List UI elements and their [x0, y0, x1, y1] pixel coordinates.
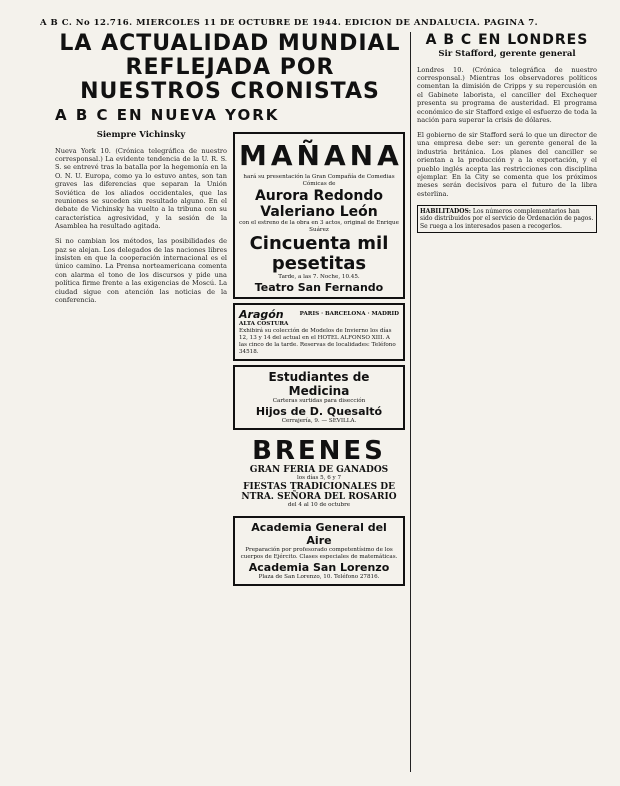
- article-text-a: Nueva York 10. (Crónica telegráfica de nuestro corresponsal.) La evidente tendencia de la U. R. S. S. se entrevé tras la batalla por la hegemonía en la O. N. U. Europa, como ya lo estuvo antes, son tan graves las diferencias que separan la Unión Soviética de los aliados occidentales, que las reuniones se suceden sin resultado alguno. En el debate de Vichinsky ha vuelto a la tribuna con su característica agresividad, y la sesión de la Asamblea ha resultado agitada.: [55, 146, 227, 231]
- ad-paris-brand: Aragón: [239, 308, 284, 321]
- ad-manana-play-intro: con el estreno de la obra en 3 actos, original de Enrique Suárez: [239, 220, 399, 233]
- ad-manana-play: Cincuenta mil pesetitas: [249, 233, 389, 274]
- ad-academia-text2: Plaza de San Lorenzo, 10. Teléfono 27816.: [258, 574, 380, 580]
- page-header: A B C. No 12.716. MIERCOLES 11 DE OCTUBRE DE 1944. EDICION DE ANDALUCIA. PAGINA 7.: [40, 18, 539, 28]
- ad-academia-title2: Academia San Lorenzo: [248, 561, 390, 574]
- ad-manana-title: MAÑANA: [239, 139, 403, 172]
- ad-brenes-line2: los días 5, 6 y 7: [296, 475, 342, 481]
- section-title-nueva-york: A B C EN NUEVA YORK: [55, 106, 280, 124]
- ad-brenes-line3: FIESTAS TRADICIONALES DE NTRA. SEÑORA DEL ROSARIO: [241, 482, 397, 502]
- ad-manana-intro: hará su presentación la Gran Compañía de Comedias Cómicas de: [243, 174, 395, 187]
- ads-column: [233, 128, 405, 590]
- ad-brenes-line4: del 4 al 10 de octubre: [287, 502, 351, 508]
- ad-estudiantes-text: Carteras surtidas para disección: [272, 398, 366, 404]
- right-column: [410, 32, 597, 772]
- ad-manana-actor1: Aurora Redondo: [254, 188, 384, 204]
- ad-manana-actor2: Valeriano León: [260, 204, 378, 220]
- left-split: [55, 128, 405, 590]
- habilitados-label: HABILITADOS:: [420, 207, 471, 215]
- ad-manana: [233, 132, 405, 299]
- left-column: [55, 32, 405, 772]
- article-column: [55, 128, 227, 590]
- ad-academia-title: Academia General del Aire: [251, 521, 387, 547]
- ad-estudiantes-shop: Hijos de D. Quesaltó: [255, 405, 383, 418]
- ad-paris-text: Exhibirá su colección de Modelos de Invierno los días 12, 13 y 14 del actual en el HOTEL ALFONSO XIII. A las cinco de la tarde. Reservas de localidades: Teléfono 34518.: [239, 328, 396, 355]
- ad-brenes-title: BRENES: [252, 436, 386, 466]
- habilitados-text: Los números complementarios han sido distribuidos por el servicio de Ordenación de pagos. Se ruega a los interesados pasen a recogerlos.: [420, 207, 594, 230]
- section-title-londres: A B C EN LONDRES: [425, 32, 589, 48]
- habilitados-note: [417, 205, 597, 234]
- ad-academia-text: Preparación por profesorado competentísimo de los cuerpos de Ejército. Clases especiales de matemáticas.: [240, 547, 398, 560]
- article-text-b: Si no cambian los métodos, las posibilidades de paz se alejan. Los delegados de las naciones libres insisten en que la cooperación internacional es el único camino. La Prensa norteamericana comenta con alarma el tono de los discursos y pide una política firme frente a las exigencias de Moscú. La ciudad sigue con atención las noticias de la conferencia.: [55, 237, 227, 305]
- ad-manana-schedule: Tarde, a las 7. Noche, 10.45.: [278, 274, 360, 280]
- ad-paris-cities: PARIS · BARCELONA · MADRID: [299, 311, 399, 317]
- ad-estudiantes-address: Cerrajería, 9. — SEVILLA.: [281, 418, 357, 424]
- ad-paris: [233, 303, 405, 361]
- londres-text-2: El gobierno de sir Stafford será lo que un director de una empresa debe ser: un gerente general de la industria británica. Los planes del canciller se orientan a la producción y a la exportación, y el pueblo inglés acepta las restricciones con disciplina ejemplar. En la City se comenta que los próximos meses serán decisivos para el futuro de la libra esterlina.: [417, 131, 597, 198]
- ad-estudiantes-title: Estudiantes de Medicina: [268, 370, 370, 398]
- londres-text-1: Londres 10. (Crónica telegráfica de nuestro corresponsal.) Mientras los observadores políticos comentan la dimisión de Cripps y su repercusión en el Gabinete laborista, el canciller del Exchequer presenta su programa de austeridad. El programa económico de sir Stafford exige el esfuerzo de toda la nación para superar la crisis de dólares.: [417, 65, 597, 125]
- main-headline: LA ACTUALIDAD MUNDIAL REFLEJADA POR NUESTROS CRONISTAS: [59, 31, 401, 104]
- ad-academia: [233, 516, 405, 586]
- ad-brenes-line1: GRAN FERIA DE GANADOS: [249, 465, 389, 475]
- ad-manana-theater: Teatro San Fernando: [254, 281, 384, 294]
- ad-paris-label: ALTA COSTURA: [239, 321, 289, 327]
- article-subtitle: Siempre Vichinsky: [96, 130, 186, 140]
- ad-estudiantes: [233, 365, 405, 430]
- londres-subtitle: Sir Stafford, gerente general: [438, 49, 576, 59]
- ad-brenes: [233, 434, 405, 512]
